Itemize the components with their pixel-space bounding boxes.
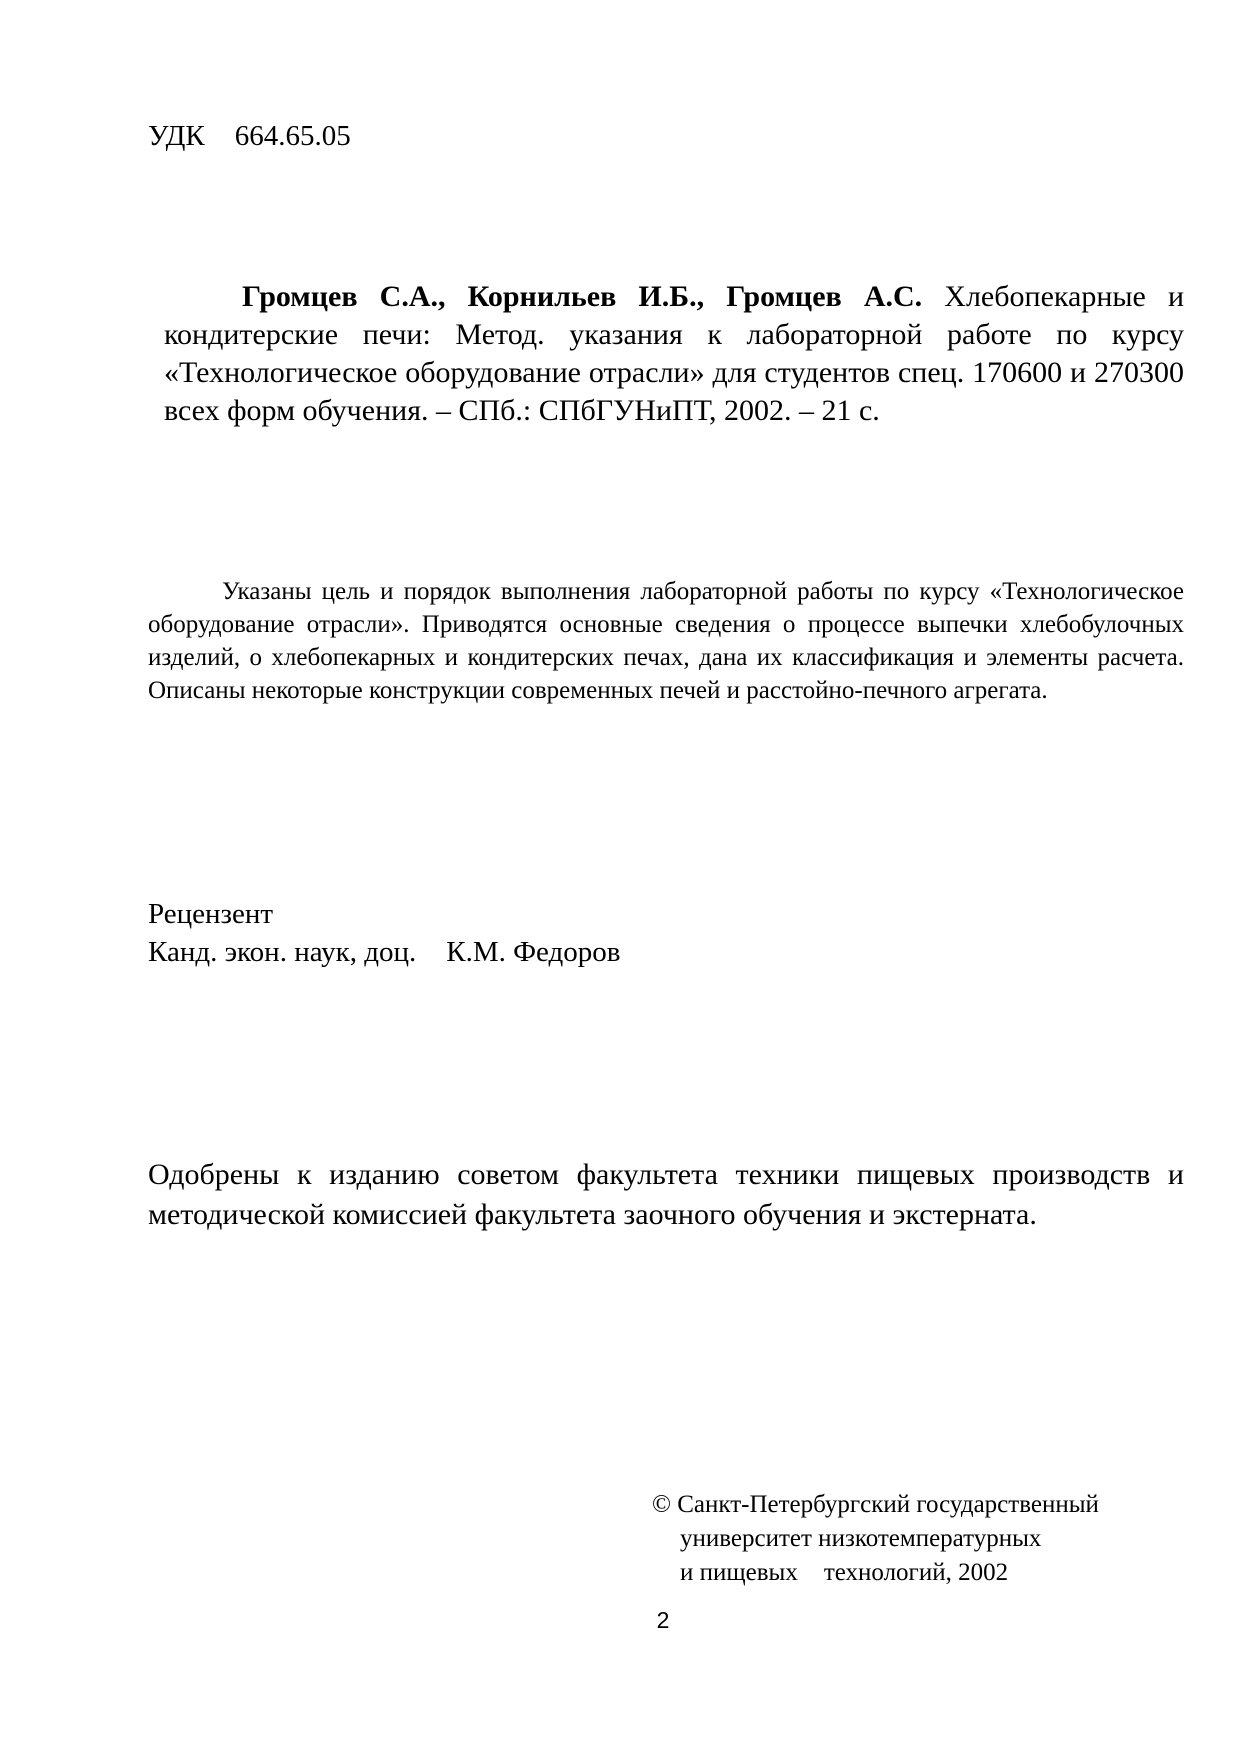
udk-code: 664.65.05 [234, 120, 351, 152]
citation-text: Хлебопекарные и кондитерские печи: Метод. указания к лабораторной работе по курсу «Технологическое оборудование отрасли» для студентов спец. 170600 и 270300 всех форм обучения. – СПб.: СПбГУНиПТ, 2002. – 21 с. [164, 280, 1185, 427]
reviewer-title: Канд. экон. наук, доц. [148, 936, 417, 968]
reviewer-line [148, 933, 620, 971]
copyright-line-3b: технологий, 2002 [823, 1559, 1009, 1586]
reviewer-heading: Рецензент [148, 898, 274, 930]
udk-line [148, 118, 351, 154]
approval-statement: Одобрены к изданию советом факультета техники пищевых производств и методической комиссией факультета заочного обучения и экстерната. [148, 1158, 1184, 1231]
bibliographic-citation [164, 278, 1184, 430]
copyright-block [652, 1488, 1099, 1590]
copyright-line-3a: и пищевых [680, 1559, 798, 1586]
copyright-line-1: © Санкт-Петербургский государственный [652, 1491, 1099, 1518]
page-number: 2 [656, 1607, 670, 1633]
copyright-line-3 [652, 1556, 1099, 1590]
reviewer-name: К.М. Федоров [446, 936, 621, 968]
copyright-line-2: университет низкотемпературных [680, 1525, 1042, 1552]
udk-label: УДК [148, 120, 205, 152]
abstract-paragraph: Указаны цель и порядок выполнения лабораторной работы по курсу «Технологическое оборудование отрасли». Приводятся основные сведения о процессе выпечки хлебобулочных изделий, о хлебопекарных и кондитерских печах, дана их классификация и элементы расчета. Описаны некоторые конструкции современных печей и расстойно-печного агрегата. [148, 578, 1184, 704]
citation-authors: Громцев С.А., Корнильев И.Б., Громцев А.С. [242, 280, 923, 313]
reviewer-block [148, 895, 620, 971]
